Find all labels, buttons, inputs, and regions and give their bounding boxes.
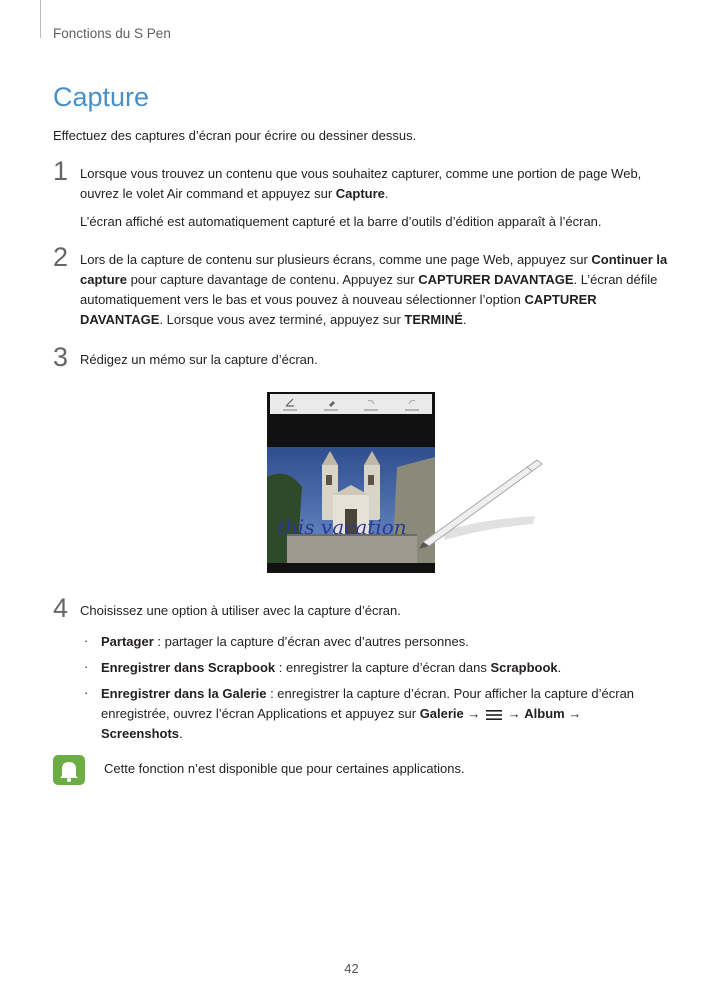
step-number: 2 <box>53 242 69 272</box>
eraser-icon <box>326 398 336 407</box>
eraser-tool <box>311 394 352 414</box>
pen-icon <box>285 398 295 407</box>
step-number: 4 <box>53 593 69 623</box>
intro-text: Effectuez des captures d’écran pour écrire ou dessiner dessus. <box>53 128 417 143</box>
redo-tool <box>392 394 433 414</box>
list-item: · Partager : partager la capture d’écran avec d’autres personnes. <box>84 633 469 649</box>
undo-icon <box>366 398 376 407</box>
page-title: Capture <box>53 82 150 112</box>
step-text: Rédigez un mémo sur la capture d’écran. <box>80 352 318 367</box>
pen-tool <box>270 394 311 414</box>
bullet-icon: · <box>84 633 89 648</box>
s-pen-illustration <box>415 450 545 550</box>
handwritten-memo: this vacation <box>277 515 407 539</box>
step-subtext: L’écran affiché est automatiquement capturé et la barre d’outils d’édition apparaît à l’écran. <box>80 214 602 229</box>
step-number: 1 <box>53 156 69 186</box>
note-text: Cette fonction n’est disponible que pour certaines applications. <box>104 761 465 776</box>
note-bell-icon <box>53 755 85 785</box>
section-header: Fonctions du S Pen <box>53 26 171 41</box>
menu-icon <box>486 709 502 721</box>
church-photo <box>267 447 435 563</box>
step-text: Choisissez une option à utiliser avec la capture d’écran. <box>80 603 401 618</box>
capture-screenshot-illustration <box>267 392 435 573</box>
list-item: · Enregistrer dans la Galerie : enregistrer la capture d’écran. Pour afficher la capture d’écran enregistrée, ouvrez l’écran Applications et appuyez sur Galerie → → Album → Screenshots. <box>84 685 635 741</box>
header-rule <box>40 0 41 38</box>
list-item: · Enregistrer dans Scrapbook : enregistrer la capture d’écran dans Scrapbook. <box>84 659 562 675</box>
step-text: Lors de la capture de contenu sur plusieurs écrans, comme une page Web, appuyez sur Continuer la capture pour capture davantage de contenu. Appuyez sur CAPTURER DAVANTAGE. L’écran défile automatiquement vers le bas et vous pouvez à nouveau sélectionner l’option CAPTURER DAVANTAGE. Lorsque vous avez terminé, appuyez sur TERMINÉ. <box>80 252 668 327</box>
redo-icon <box>407 398 417 407</box>
bullet-icon: · <box>84 659 89 674</box>
step-number: 3 <box>53 342 69 372</box>
step-text: Lorsque vous trouvez un contenu que vous souhaitez capturer, comme une portion de page Web, ouvrez le volet Air command et appuyez sur Capture. <box>80 166 642 201</box>
edit-toolbar <box>270 394 432 414</box>
undo-tool <box>351 394 392 414</box>
bullet-icon: · <box>84 685 89 700</box>
option-list <box>84 632 644 750</box>
page-number: 42 <box>344 961 359 976</box>
